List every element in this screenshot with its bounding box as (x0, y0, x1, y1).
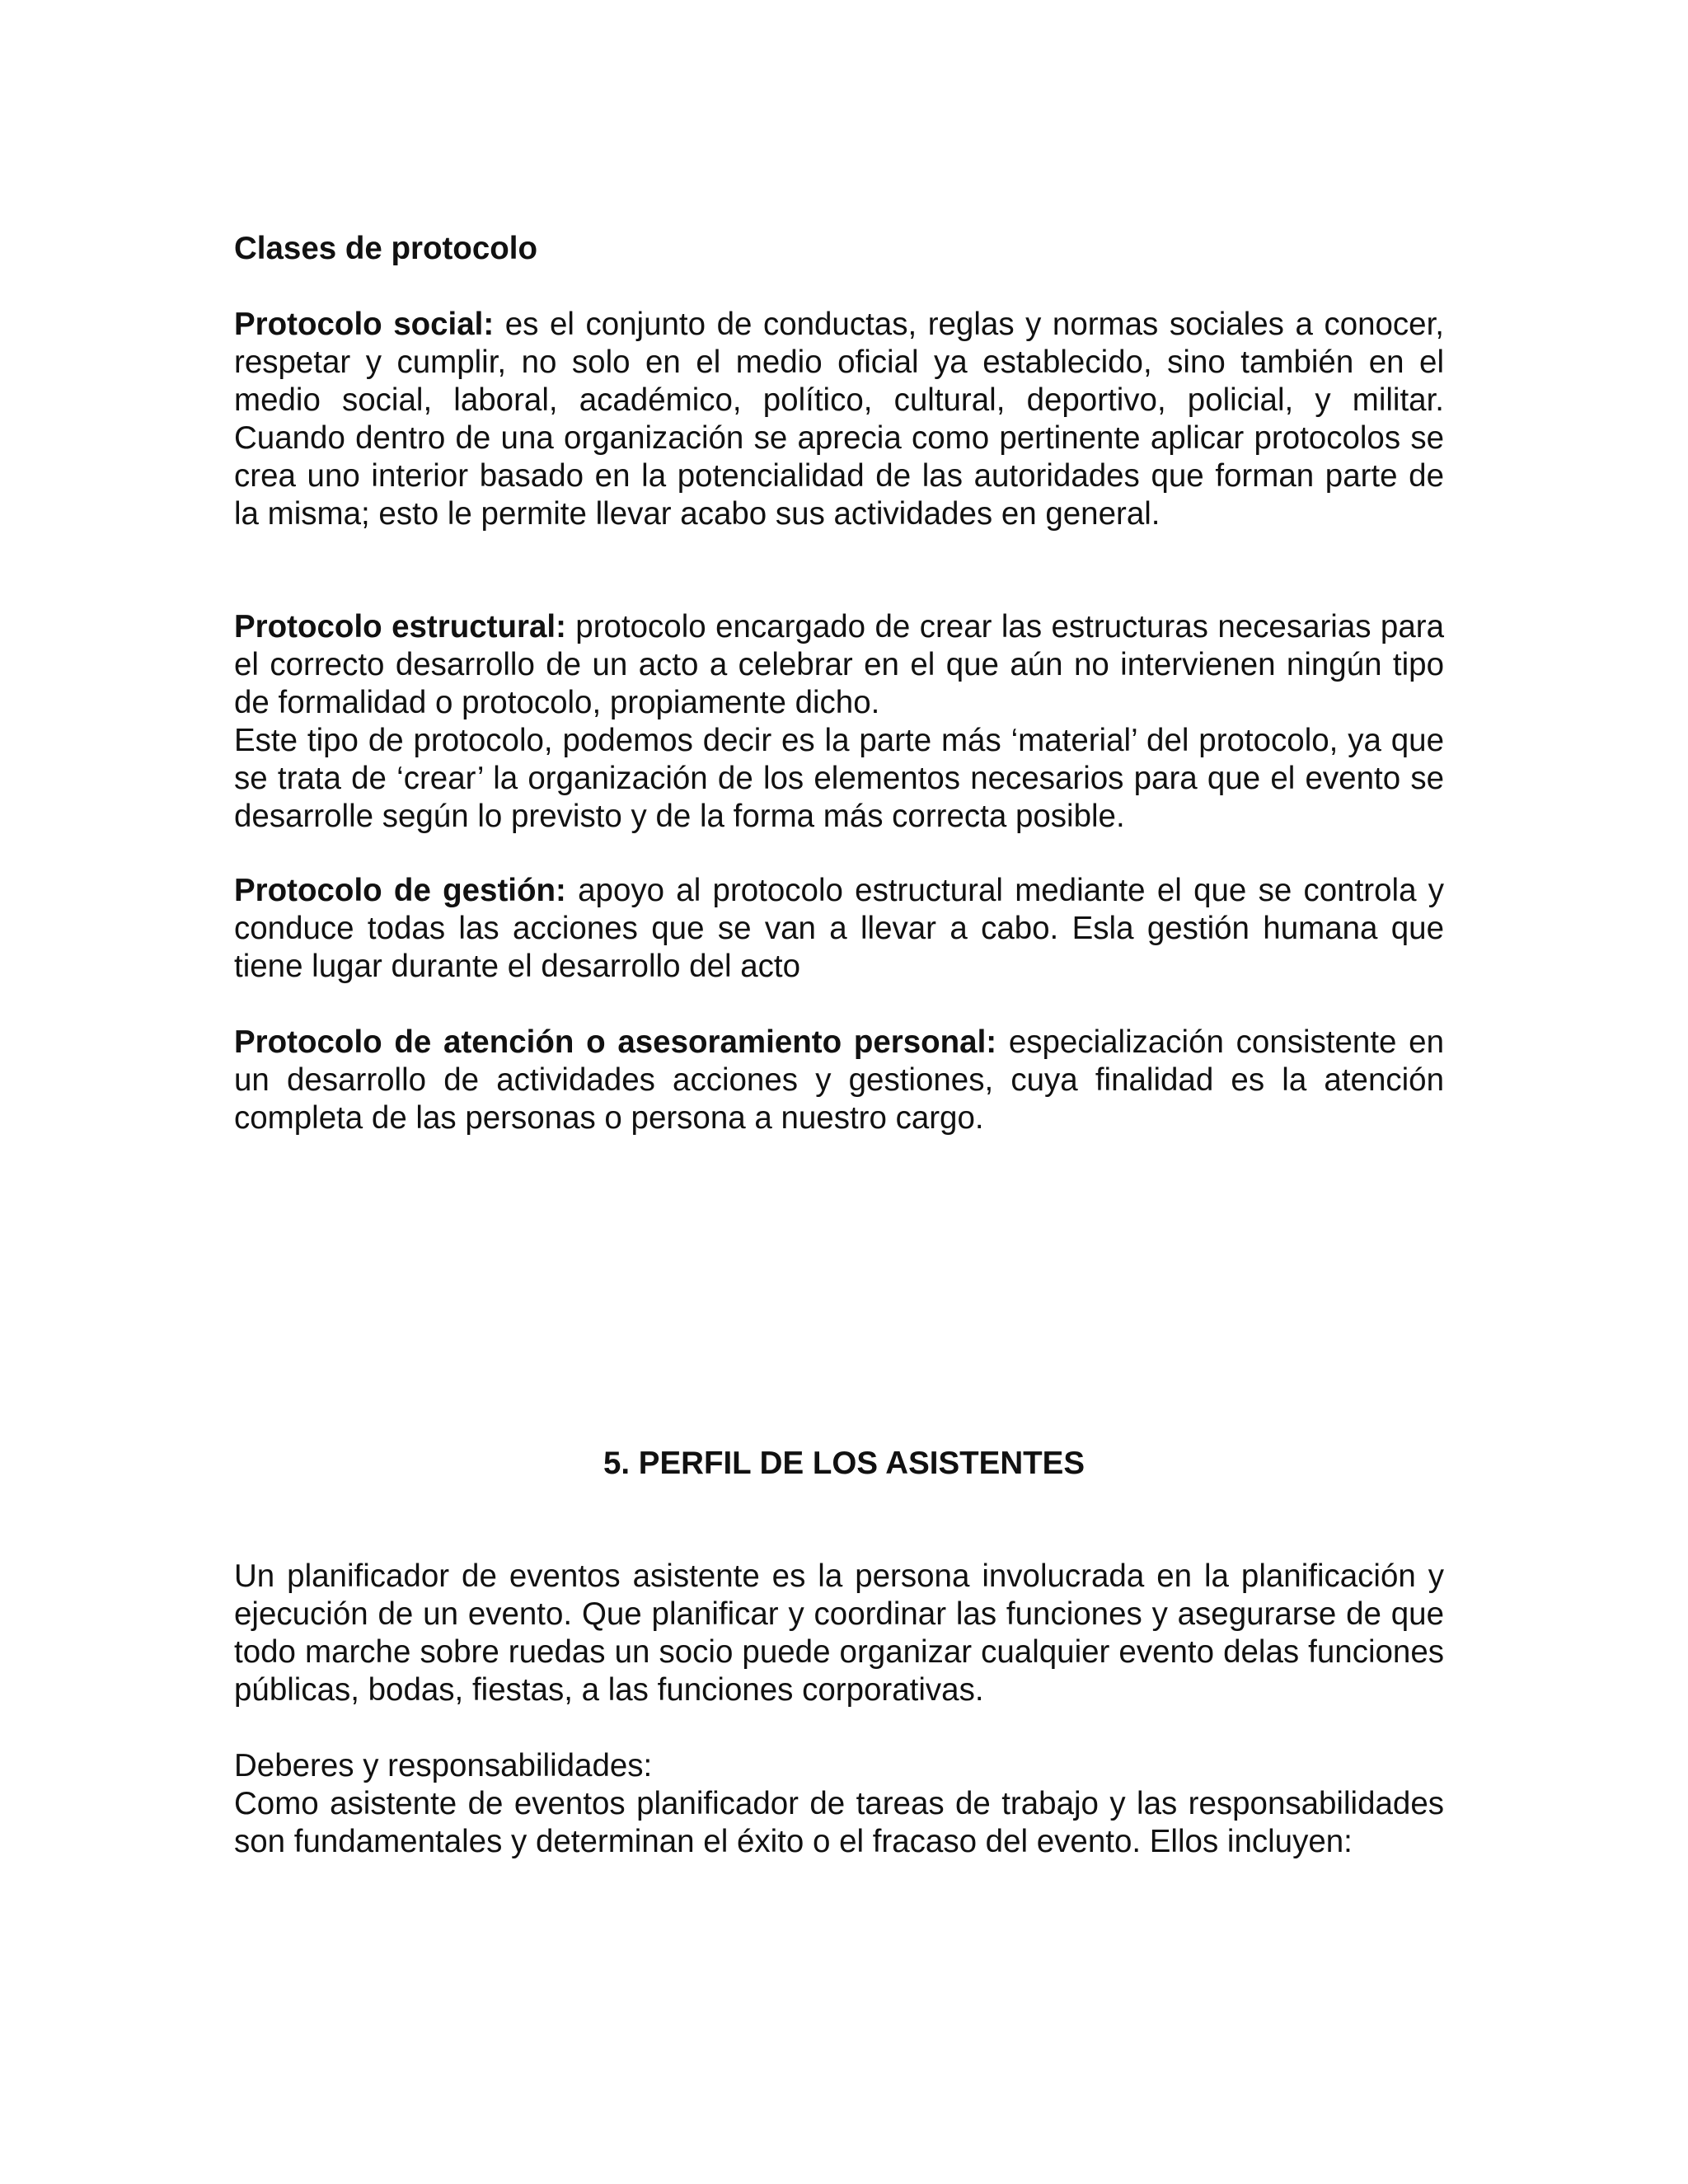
protocol-term: Protocolo estructural: (234, 609, 566, 644)
duties-text: Como asistente de eventos planificador de tareas de trabajo y las responsabilidades son fundamentales y determinan el éxito o el fracaso del evento. Ellos incluyen: (234, 1786, 1444, 1859)
protocol-description: protocolo encargado de crear las estructuras necesarias para el correcto desarrollo de un acto a celebrar en el que aún no intervienen ningún tipo de formalidad o protocolo, propiamente dicho. (234, 609, 1444, 720)
duties-section (234, 1747, 1444, 1861)
perfil-intro-paragraph: Un planificador de eventos asistente es la persona involucrada en la planificación y ejecución de un evento. Que planificar y coordinar las funciones y asegurarse de que todo marche sobre ruedas un socio puede organizar cualquier evento delas funciones públicas, bodas, fiestas, a las funciones corporativas. (234, 1558, 1444, 1708)
classes-section (234, 230, 1444, 268)
protocol-extra-description: Este tipo de protocolo, podemos decir es la parte más ‘material’ del protocolo, ya que se trata de ‘crear’ la organización de los elementos necesarios para que el evento se desarrolle según lo previsto y de la forma más correcta posible. (234, 723, 1444, 834)
section-title: 5. PERFIL DE LOS ASISTENTES (603, 1446, 1085, 1481)
protocol-description: es el conjunto de conductas, reglas y normas sociales a conocer, respetar y cumplir, no solo en el medio oficial ya establecido, sino también en el medio social, laboral, académico, político, cultural, deportivo, policial, y militar. Cuando dentro de una organización se aprecia como pertinente aplicar protocolos se crea uno interior basado en la potencialidad de las autoridades que forman parte de la misma; esto le permite llevar acabo sus actividades en general. (234, 307, 1444, 532)
protocol-description: apoyo al protocolo estructural mediante el que se controla y conduce todas las acciones que se van a llevar a cabo. Esla gestión humana que tiene lugar durante el desarrollo del acto (234, 873, 1445, 984)
duties-label: Deberes y responsabilidades: (234, 1748, 653, 1783)
protocol-structural-paragraph (234, 608, 1444, 836)
protocol-term: Protocolo de gestión: (234, 873, 566, 908)
protocol-term: Protocolo social: (234, 307, 495, 342)
protocol-social-paragraph (234, 306, 1444, 533)
protocol-term: Protocolo de atención o asesoramiento personal: (234, 1024, 997, 1060)
protocol-management-paragraph (234, 872, 1444, 986)
protocol-attention-paragraph (234, 1024, 1444, 1137)
section-heading: Clases de protocolo (234, 231, 537, 266)
protocol-description: especialización consistente en un desarrollo de actividades acciones y gestiones, cuya finalidad es la atención completa de las personas o persona a nuestro cargo. (234, 1024, 1444, 1136)
